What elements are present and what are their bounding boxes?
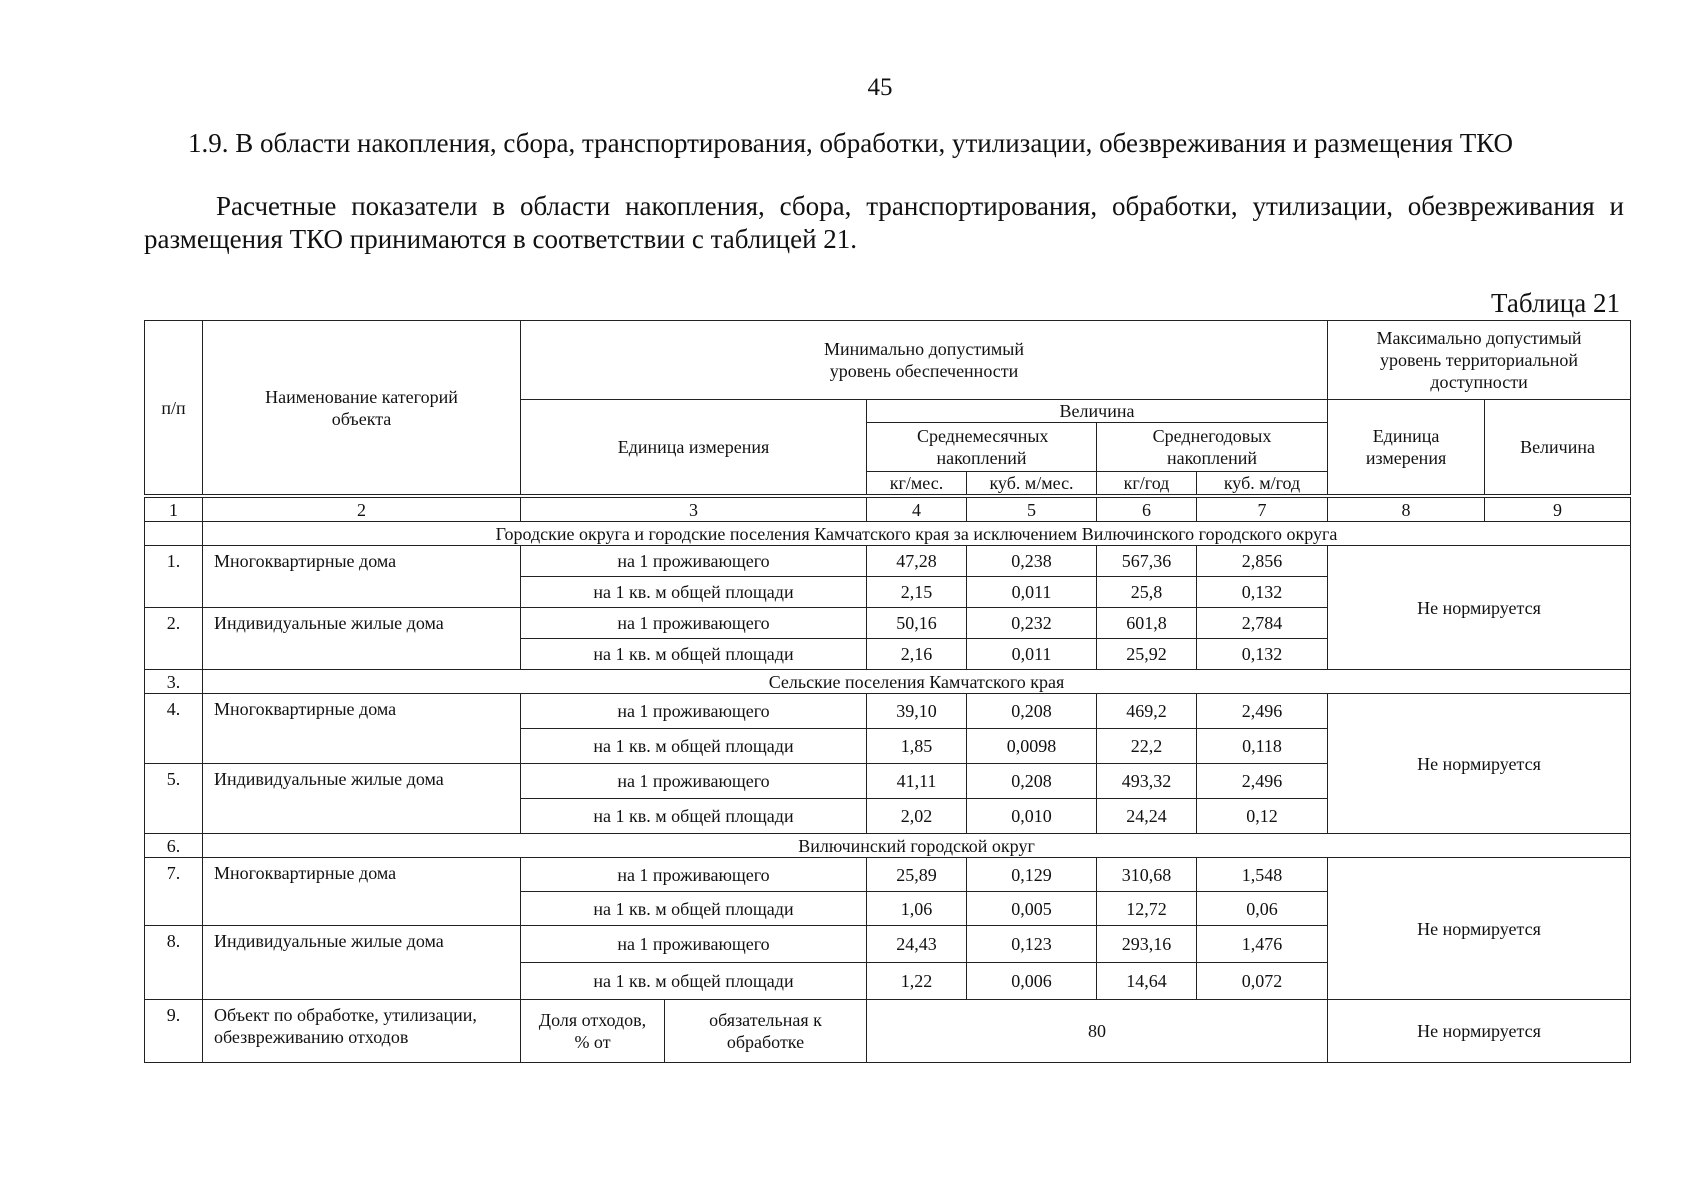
value-kg-month: 2,02 bbox=[867, 799, 967, 834]
value-m3-year: 2,784 bbox=[1197, 608, 1328, 639]
value-m3-month: 0,011 bbox=[967, 577, 1097, 608]
value-m3-year: 2,856 bbox=[1197, 546, 1328, 577]
value-m3-year: 1,476 bbox=[1197, 926, 1328, 963]
value-kg-month: 1,85 bbox=[867, 729, 967, 764]
column-number: 3 bbox=[521, 496, 867, 522]
row-unit: на 1 проживающего bbox=[521, 546, 867, 577]
value-m3-year: 0,132 bbox=[1197, 577, 1328, 608]
row-name: Индивидуальные жилые дома bbox=[203, 926, 521, 1000]
value-kg-month: 1,22 bbox=[867, 963, 967, 1000]
value-kg-month: 47,28 bbox=[867, 546, 967, 577]
value-kg-year: 601,8 bbox=[1097, 608, 1197, 639]
header-m3-year: куб. м/год bbox=[1197, 472, 1328, 497]
group-number bbox=[145, 522, 203, 546]
group-title: Вилючинский городской округ bbox=[203, 834, 1631, 858]
value-kg-year: 567,36 bbox=[1097, 546, 1197, 577]
value-m3-month: 0,006 bbox=[967, 963, 1097, 1000]
value-kg-month: 1,06 bbox=[867, 892, 967, 926]
value-kg-year: 310,68 bbox=[1097, 858, 1197, 892]
group-number: 3. bbox=[145, 670, 203, 694]
header-kg-year: кг/год bbox=[1097, 472, 1197, 497]
row-unit: на 1 кв. м общей площади bbox=[521, 577, 867, 608]
column-number: 2 bbox=[203, 496, 521, 522]
header-m3-month: куб. м/мес. bbox=[967, 472, 1097, 497]
page-number: 45 bbox=[867, 74, 893, 101]
row-number: 4. bbox=[145, 694, 203, 764]
header-yearly: Среднегодовых накоплений bbox=[1097, 423, 1328, 472]
norms-table bbox=[144, 320, 1631, 1063]
group-title: Городские округа и городские поселения Камчатского края за исключением Вилючинского городского округа bbox=[203, 522, 1631, 546]
header-max-value: Величина bbox=[1485, 400, 1631, 497]
value-m3-month: 0,208 bbox=[967, 764, 1097, 799]
value-kg-month: 24,43 bbox=[867, 926, 967, 963]
value-kg-year: 22,2 bbox=[1097, 729, 1197, 764]
column-number: 9 bbox=[1485, 496, 1631, 522]
row-name: Индивидуальные жилые дома bbox=[203, 608, 521, 670]
value-m3-month: 0,011 bbox=[967, 639, 1097, 670]
value-kg-year: 12,72 bbox=[1097, 892, 1197, 926]
value-kg-year: 25,92 bbox=[1097, 639, 1197, 670]
value-m3-year: 0,12 bbox=[1197, 799, 1328, 834]
header-monthly: Среднемесячных накоплений bbox=[867, 423, 1097, 472]
row-unit-basis: обязательная к обработке bbox=[665, 1000, 867, 1063]
value-kg-month: 25,89 bbox=[867, 858, 967, 892]
row-number: 2. bbox=[145, 608, 203, 670]
not-normed: Не нормируется bbox=[1328, 546, 1631, 670]
header-kg-month: кг/мес. bbox=[867, 472, 967, 497]
column-number: 4 bbox=[867, 496, 967, 522]
value-kg-month: 39,10 bbox=[867, 694, 967, 729]
header-name: Наименование категорий объекта bbox=[203, 321, 521, 497]
column-number: 8 bbox=[1328, 496, 1485, 522]
row-unit: на 1 проживающего bbox=[521, 764, 867, 799]
row-name: Многоквартирные дома bbox=[203, 858, 521, 926]
row-number: 7. bbox=[145, 858, 203, 926]
not-normed: Не нормируется bbox=[1328, 858, 1631, 1000]
row-name: Объект по обработке, утилизации, обезвреживанию отходов bbox=[203, 1000, 521, 1063]
row-unit: на 1 кв. м общей площади bbox=[521, 963, 867, 1000]
header-max-unit: Единица измерения bbox=[1328, 400, 1485, 497]
value-m3-month: 0,010 bbox=[967, 799, 1097, 834]
not-normed: Не нормируется bbox=[1328, 694, 1631, 834]
value-m3-year: 1,548 bbox=[1197, 858, 1328, 892]
value-kg-year: 14,64 bbox=[1097, 963, 1197, 1000]
value-m3-month: 0,232 bbox=[967, 608, 1097, 639]
value-kg-year: 469,2 bbox=[1097, 694, 1197, 729]
value-kg-year: 493,32 bbox=[1097, 764, 1197, 799]
row-unit: на 1 проживающего bbox=[521, 858, 867, 892]
value-kg-month: 41,11 bbox=[867, 764, 967, 799]
value-m3-month: 0,123 bbox=[967, 926, 1097, 963]
row-name: Индивидуальные жилые дома bbox=[203, 764, 521, 834]
row-unit: на 1 кв. м общей площади bbox=[521, 639, 867, 670]
value-kg-year: 293,16 bbox=[1097, 926, 1197, 963]
value-kg-month: 2,15 bbox=[867, 577, 967, 608]
row-unit: на 1 кв. м общей площади bbox=[521, 799, 867, 834]
row-name: Многоквартирные дома bbox=[203, 546, 521, 608]
row-unit: на 1 проживающего bbox=[521, 926, 867, 963]
value-kg-month: 50,16 bbox=[867, 608, 967, 639]
value-m3-year: 0,132 bbox=[1197, 639, 1328, 670]
header-value: Величина bbox=[867, 400, 1328, 423]
row-unit: на 1 кв. м общей площади bbox=[521, 729, 867, 764]
group-title: Сельские поселения Камчатского края bbox=[203, 670, 1631, 694]
header-unit: Единица измерения bbox=[521, 400, 867, 497]
row-name: Многоквартирные дома bbox=[203, 694, 521, 764]
row-number: 8. bbox=[145, 926, 203, 1000]
header-max-level: Максимально допустимый уровень территориальной доступности bbox=[1328, 321, 1631, 400]
not-normed: Не нормируется bbox=[1328, 1000, 1631, 1063]
value-kg-month: 2,16 bbox=[867, 639, 967, 670]
row-unit: на 1 проживающего bbox=[521, 694, 867, 729]
value-m3-year: 2,496 bbox=[1197, 764, 1328, 799]
value-m3-year: 0,06 bbox=[1197, 892, 1328, 926]
value-kg-year: 25,8 bbox=[1097, 577, 1197, 608]
column-number: 1 bbox=[145, 496, 203, 522]
table-caption: Таблица 21 bbox=[1491, 288, 1620, 318]
row-number: 5. bbox=[145, 764, 203, 834]
header-pp: п/п bbox=[145, 321, 203, 497]
value-m3-year: 2,496 bbox=[1197, 694, 1328, 729]
row-unit: на 1 кв. м общей площади bbox=[521, 892, 867, 926]
value-m3-month: 0,0098 bbox=[967, 729, 1097, 764]
column-number: 7 bbox=[1197, 496, 1328, 522]
row-number: 1. bbox=[145, 546, 203, 608]
header-min-level: Минимально допустимый уровень обеспеченности bbox=[521, 321, 1328, 400]
value-m3-month: 0,129 bbox=[967, 858, 1097, 892]
value-m3-month: 0,208 bbox=[967, 694, 1097, 729]
column-number: 6 bbox=[1097, 496, 1197, 522]
value-kg-year: 24,24 bbox=[1097, 799, 1197, 834]
value-m3-month: 0,005 bbox=[967, 892, 1097, 926]
processing-share-value: 80 bbox=[867, 1000, 1328, 1063]
intro-paragraph: Расчетные показатели в области накопления, сбора, транспортирования, обработки, утилизации, обезвреживания и размещения ТКО принимаются в соответствии с таблицей 21. bbox=[144, 191, 1624, 254]
value-m3-month: 0,238 bbox=[967, 546, 1097, 577]
row-number: 9. bbox=[145, 1000, 203, 1063]
section-heading: 1.9. В области накопления, сбора, транспортирования, обработки, утилизации, обезвреживания и размещения ТКО bbox=[188, 128, 1514, 158]
row-unit-share: Доля отходов, % от bbox=[521, 1000, 665, 1063]
value-m3-year: 0,072 bbox=[1197, 963, 1328, 1000]
row-unit: на 1 проживающего bbox=[521, 608, 867, 639]
group-number: 6. bbox=[145, 834, 203, 858]
column-number: 5 bbox=[967, 496, 1097, 522]
value-m3-year: 0,118 bbox=[1197, 729, 1328, 764]
